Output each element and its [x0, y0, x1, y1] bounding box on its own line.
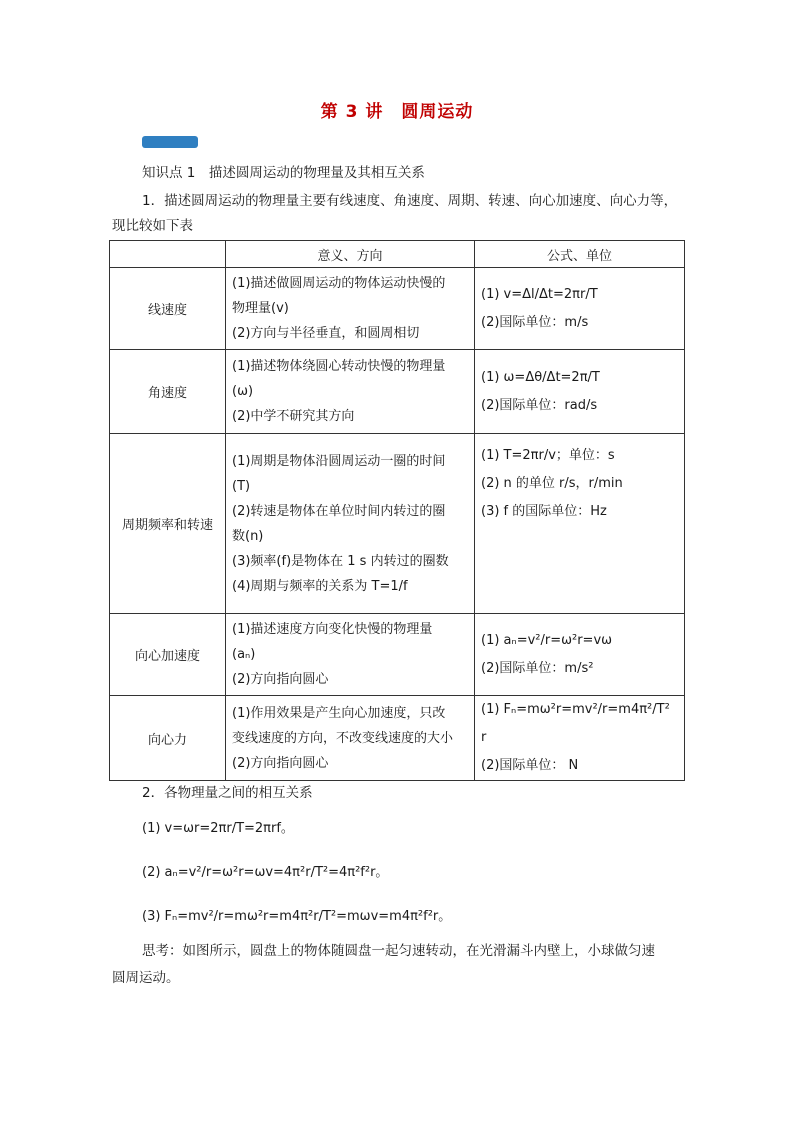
meaning-line: (4)周期与频率的关系为 T=1/f — [232, 578, 408, 594]
meaning-line: 数(n) — [232, 528, 264, 544]
formula-line: (2)国际单位：rad/s — [481, 397, 598, 413]
quantity-name: 向心加速度 — [110, 614, 226, 696]
formula-line: (1) aₙ=v²/r=ω²r=vω — [481, 632, 613, 648]
meaning-line: (2)中学不研究其方向 — [232, 409, 355, 424]
quantity-name: 周期频率和转速 — [110, 434, 226, 614]
table-row — [110, 350, 685, 434]
formula-cell — [475, 434, 685, 614]
relation-equation-2: (2) aₙ=v²/r=ω²r=ωv=4π²r/T²=4π²f²r。 — [142, 865, 389, 880]
formula-line: (2)国际单位： N — [481, 758, 579, 773]
meaning-line: (3)频率(f)是物体在 1 s 内转过的圈数 — [232, 553, 449, 569]
quantity-name: 线速度 — [110, 268, 226, 350]
quantities-table — [109, 240, 685, 781]
relations-heading: 2．各物理量之间的相互关系 — [142, 785, 313, 801]
meaning-cell — [226, 696, 475, 781]
table-header-cell: 意义、方向 — [226, 241, 475, 268]
meaning-cell — [226, 434, 475, 614]
meaning-cell — [226, 268, 475, 350]
meaning-line: (2)转速是物体在单位时间内转过的圈 — [232, 503, 446, 519]
meaning-line: (2)方向指向圆心 — [232, 755, 329, 771]
intro-line-1: 1．描述圆周运动的物理量主要有线速度、角速度、周期、转速、向心加速度、向心力等， — [142, 193, 678, 209]
formula-cell — [475, 350, 685, 434]
formula-line: (1) ω=Δθ/Δt=2π/T — [481, 369, 600, 385]
quantity-name: 向心力 — [110, 696, 226, 781]
meaning-line: 变线速度的方向，不改变线速度的大小 — [232, 730, 454, 746]
formula-line: (3) f 的国际单位：Hz — [481, 504, 607, 519]
formula-line: (2) n 的单位 r/s，r/min — [481, 476, 623, 491]
table-row — [110, 696, 685, 781]
quantity-name: 角速度 — [110, 350, 226, 434]
page-title: 第 3 讲 圆周运动 — [320, 102, 474, 122]
formula-line: (1) T=2πr/v；单位：s — [481, 448, 615, 463]
formula-line: (2)国际单位：m/s² — [481, 660, 594, 676]
formula-line: (1) Fₙ=mω²r=mv²/r=m4π²/T² r — [481, 702, 670, 745]
formula-line: (2)国际单位：m/s — [481, 314, 589, 330]
meaning-line: (aₙ) — [232, 647, 256, 662]
meaning-cell — [226, 614, 475, 696]
intro-line-2: 现比较如下表 — [112, 218, 193, 234]
relation-equation-1: (1) v=ωr=2πr/T=2πrf。 — [142, 821, 294, 836]
table-row — [110, 614, 685, 696]
table-header-row — [110, 241, 685, 268]
meaning-line: (1)描述物体绕圆心转动快慢的物理量 — [232, 359, 446, 374]
meaning-line: (1)作用效果是产生向心加速度，只改 — [232, 705, 446, 721]
formula-line: (1) v=Δl/Δt=2πr/T — [481, 286, 598, 302]
relation-equation-3: (3) Fₙ=mv²/r=mω²r=m4π²r/T²=mωv=m4π²f²r。 — [142, 909, 452, 924]
section-heading: 知识点 1 描述圆周运动的物理量及其相互关系 — [142, 165, 425, 181]
thinking-line-2: 圆周运动。 — [112, 970, 180, 986]
meaning-line: 物理量(v) — [232, 301, 289, 316]
formula-cell — [475, 268, 685, 350]
meaning-line: (1)描述速度方向变化快慢的物理量 — [232, 622, 433, 637]
table-row — [110, 268, 685, 350]
meaning-line: (T) — [232, 478, 251, 494]
section-tag-bar — [142, 136, 198, 148]
formula-cell — [475, 614, 685, 696]
formula-cell — [475, 696, 685, 781]
meaning-line: (1)周期是物体沿圆周运动一圈的时间 — [232, 453, 446, 469]
thinking-line-1: 思考：如图所示，圆盘上的物体随圆盘一起匀速转动，在光滑漏斗内壁上，小球做匀速 — [142, 943, 655, 959]
table-row — [110, 434, 685, 614]
meaning-line: (2)方向与半径垂直，和圆周相切 — [232, 326, 420, 341]
meaning-cell — [226, 350, 475, 434]
table-header-cell — [110, 241, 226, 268]
meaning-line: (ω) — [232, 384, 254, 399]
table-header-cell: 公式、单位 — [475, 241, 685, 268]
meaning-line: (2)方向指向圆心 — [232, 672, 329, 687]
meaning-line: (1)描述做圆周运动的物体运动快慢的 — [232, 276, 446, 291]
